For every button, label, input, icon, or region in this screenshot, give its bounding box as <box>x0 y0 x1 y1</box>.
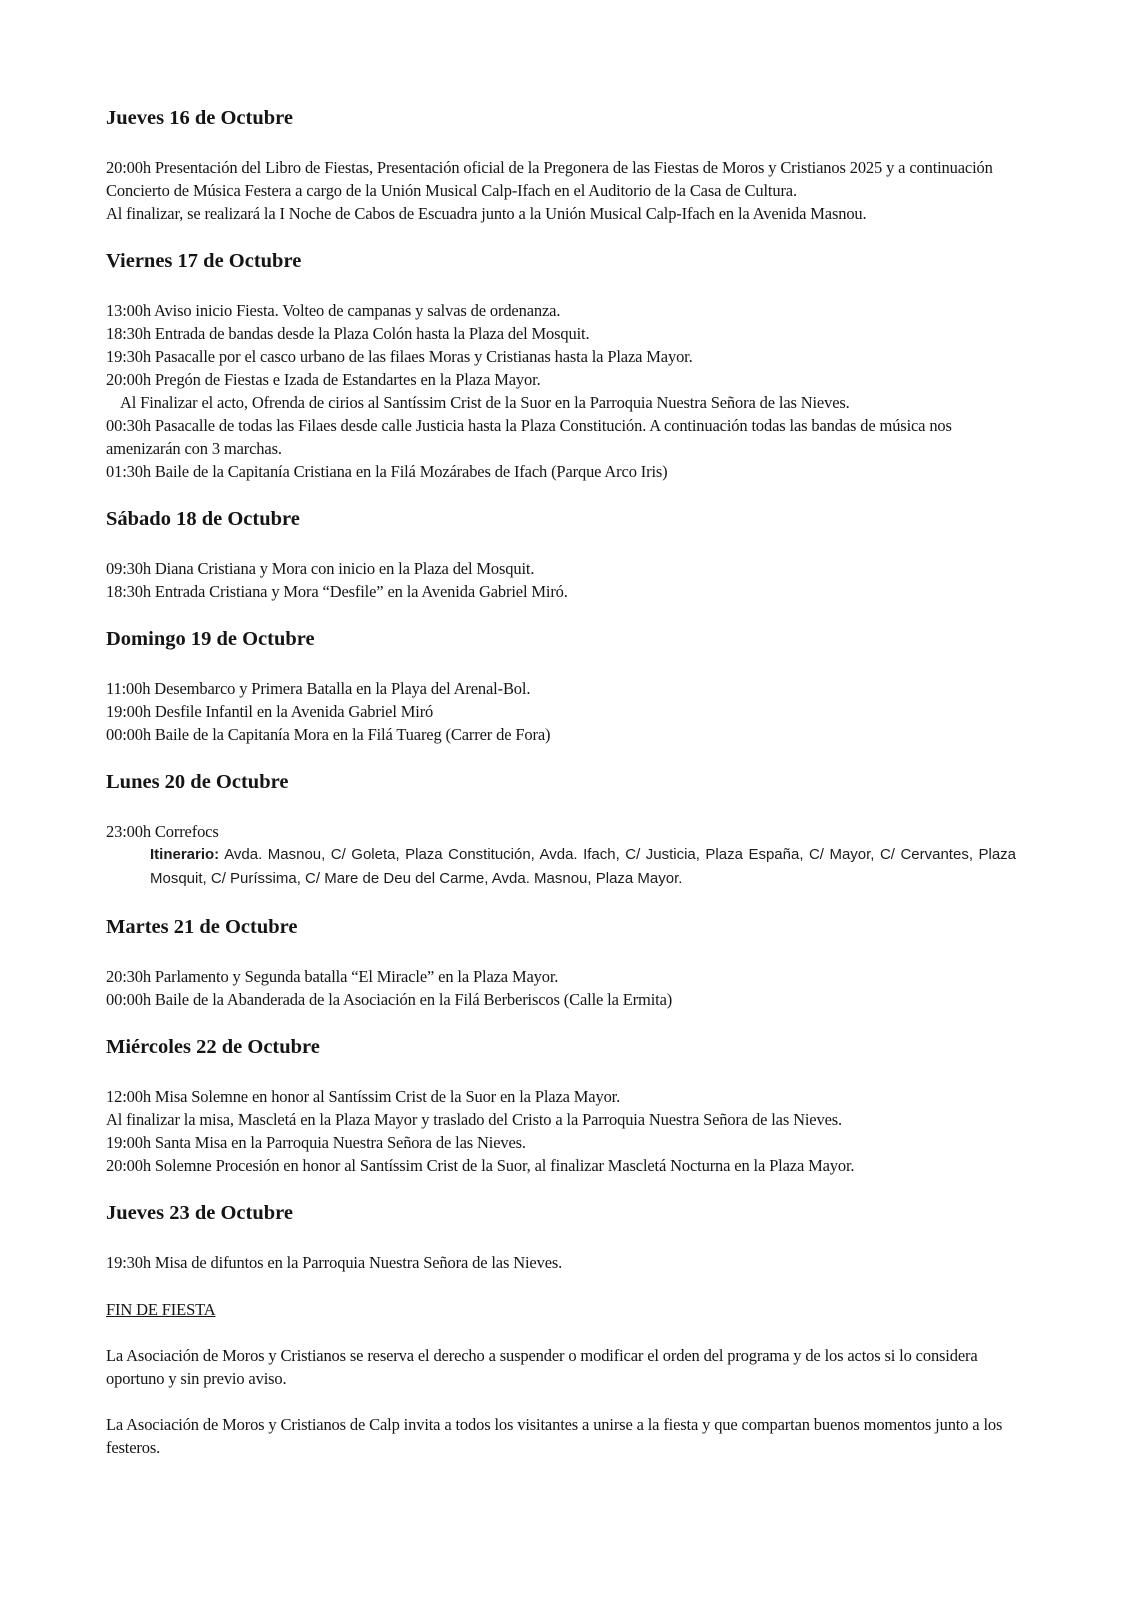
event-line: 19:30h Pasacalle por el casco urbano de las filaes Moras y Cristianas hasta la Plaza Mayor. <box>106 347 693 366</box>
event-line: 18:30h Entrada Cristiana y Mora “Desfile” en la Avenida Gabriel Miró. <box>106 582 568 601</box>
fin-de-fiesta-heading: FIN DE FIESTA <box>106 1300 216 1319</box>
event-line: 20:30h Parlamento y Segunda batalla “El Miracle” en la Plaza Mayor. <box>106 967 559 986</box>
footer <box>106 1298 1016 1459</box>
section-title: Martes 21 de Octubre <box>106 916 298 938</box>
section-title: Viernes 17 de Octubre <box>106 250 302 272</box>
itinerary-label: Itinerario: <box>150 846 220 863</box>
day-section <box>106 507 1016 603</box>
event-line: Al Finalizar el acto, Ofrenda de cirios al Santíssim Crist de la Suor en la Parroquia Nuestra Señora de las Nieves. <box>120 393 850 412</box>
event-line: 19:30h Misa de difuntos en la Parroquia Nuestra Señora de las Nieves. <box>106 1253 563 1272</box>
section-lines <box>106 677 1016 746</box>
section-title: Sábado 18 de Octubre <box>106 508 300 530</box>
day-section <box>106 1035 1016 1177</box>
section-title: Jueves 23 de Octubre <box>106 1202 293 1224</box>
itinerary-text: Avda. Masnou, C/ Goleta, Plaza Constitución, Avda. Ifach, C/ Justicia, Plaza España, C/ Mayor, C/ Cervantes, Plaza Mosquit, C/ Puríssima, C/ Mare de Deu del Carme, Avda. Masnou, Plaza Mayor. <box>150 846 1016 887</box>
day-section <box>106 249 1016 483</box>
event-line: Al finalizar la misa, Mascletá en la Plaza Mayor y traslado del Cristo a la Parroquia Nuestra Señora de las Nieves. <box>106 1110 842 1129</box>
event-line: 20:00h Solemne Procesión en honor al Santíssim Crist de la Suor, al finalizar Mascletá Nocturna en la Plaza Mayor. <box>106 1156 855 1175</box>
day-section <box>106 627 1016 746</box>
event-line: 11:00h Desembarco y Primera Batalla en la Playa del Arenal-Bol. <box>106 679 531 698</box>
invitation-paragraph: La Asociación de Moros y Cristianos de Calp invita a todos los visitantes a unirse a la fiesta y que compartan buenos momentos junto a los festeros. <box>106 1415 1003 1457</box>
section-title: Miércoles 22 de Octubre <box>106 1036 320 1058</box>
section-title: Domingo 19 de Octubre <box>106 628 315 650</box>
section-lines <box>106 557 1016 603</box>
day-section <box>106 106 1016 225</box>
section-lines <box>106 1251 1016 1274</box>
section-lines <box>106 299 1016 483</box>
day-section <box>106 915 1016 1011</box>
section-lines <box>106 820 1016 891</box>
event-line: 20:00h Presentación del Libro de Fiestas, Presentación oficial de la Pregonera de las Fiestas de Moros y Cristianos 2025 y a continuación Concierto de Música Festera a cargo de la Unión Musical Calp-Ifach en el Auditorio de la Casa de Cultura. <box>106 158 993 200</box>
section-lines <box>106 965 1016 1011</box>
event-line: 00:00h Baile de la Capitanía Mora en la Filá Tuareg (Carrer de Fora) <box>106 725 551 744</box>
section-title: Jueves 16 de Octubre <box>106 107 293 129</box>
sections-container <box>106 106 1016 1274</box>
section-title: Lunes 20 de Octubre <box>106 771 289 793</box>
event-line: 00:00h Baile de la Abanderada de la Asociación en la Filá Berberiscos (Calle la Ermita) <box>106 990 673 1009</box>
event-line: 18:30h Entrada de bandas desde la Plaza Colón hasta la Plaza del Mosquit. <box>106 324 590 343</box>
itinerary-line <box>106 843 1016 891</box>
event-line: 00:30h Pasacalle de todas las Filaes desde calle Justicia hasta la Plaza Constitución. A continuación todas las bandas de música nos amenizarán con 3 marchas. <box>106 416 952 458</box>
event-line: 19:00h Santa Misa en la Parroquia Nuestra Señora de las Nieves. <box>106 1133 526 1152</box>
disclaimer-paragraph: La Asociación de Moros y Cristianos se reserva el derecho a suspender o modificar el orden del programa y de los actos si lo considera oportuno y sin previo aviso. <box>106 1346 978 1388</box>
event-line: 20:00h Pregón de Fiestas e Izada de Estandartes en la Plaza Mayor. <box>106 370 541 389</box>
event-line: 19:00h Desfile Infantil en la Avenida Gabriel Miró <box>106 702 434 721</box>
event-line: 09:30h Diana Cristiana y Mora con inicio en la Plaza del Mosquit. <box>106 559 535 578</box>
event-line: 13:00h Aviso inicio Fiesta. Volteo de campanas y salvas de ordenanza. <box>106 301 561 320</box>
event-line: 01:30h Baile de la Capitanía Cristiana en la Filá Mozárabes de Ifach (Parque Arco Iris) <box>106 462 668 481</box>
event-line: 12:00h Misa Solemne en honor al Santíssim Crist de la Suor en la Plaza Mayor. <box>106 1087 621 1106</box>
section-lines <box>106 156 1016 225</box>
section-lines <box>106 1085 1016 1177</box>
day-section <box>106 1201 1016 1274</box>
day-section <box>106 770 1016 891</box>
event-line: Al finalizar, se realizará la I Noche de Cabos de Escuadra junto a la Unión Musical Calp-Ifach en la Avenida Masnou. <box>106 204 867 223</box>
event-line: 23:00h Correfocs <box>106 822 219 841</box>
